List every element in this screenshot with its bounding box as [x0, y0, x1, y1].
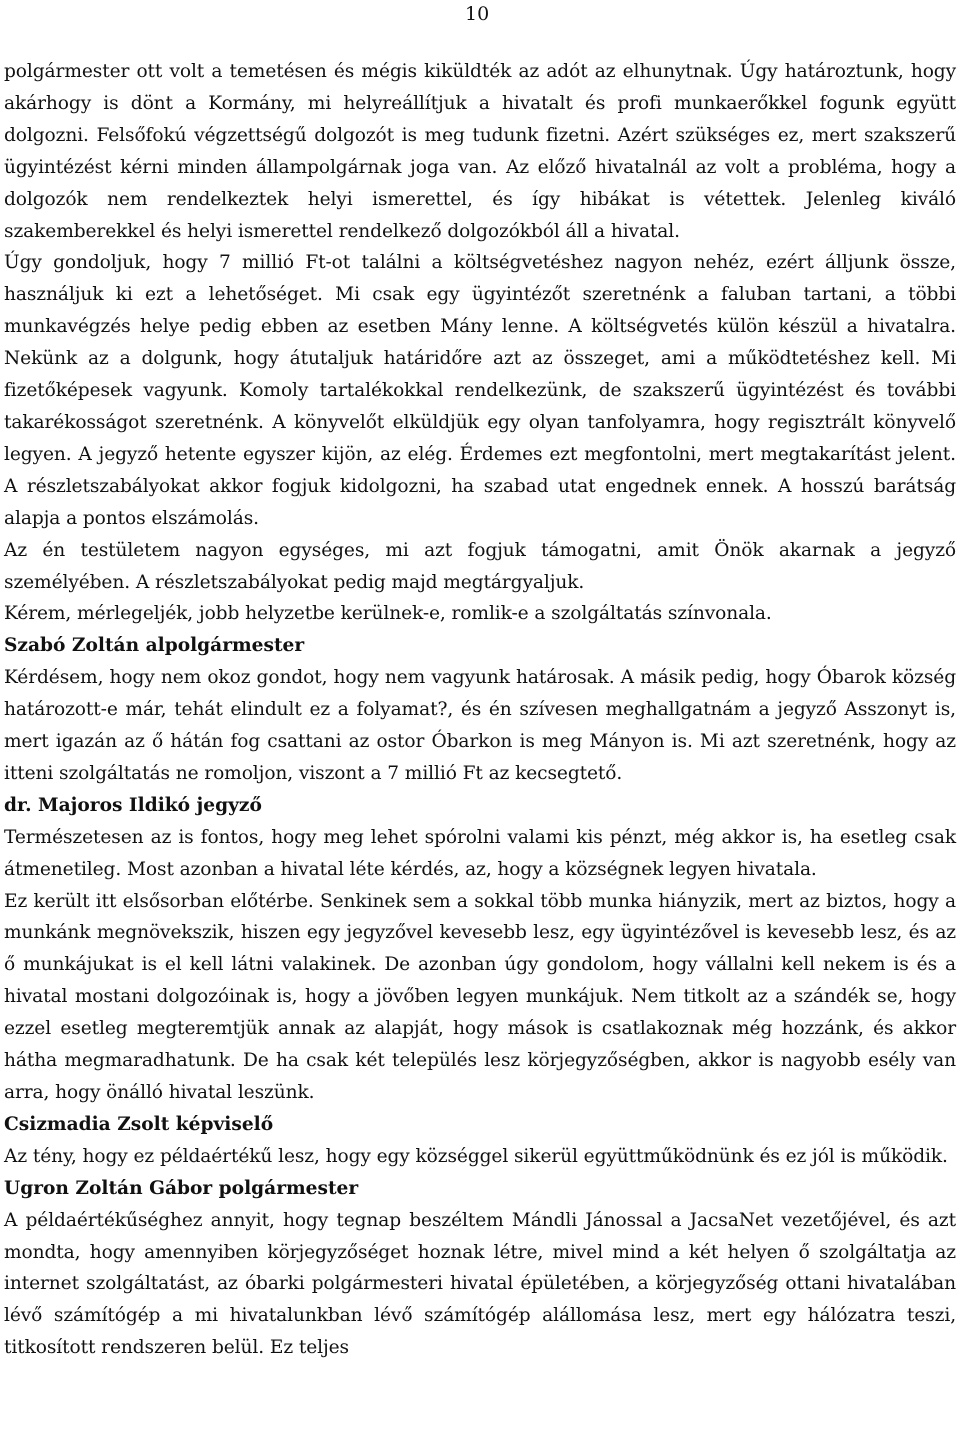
paragraph: Az én testületem nagyon egységes, mi azt fogjuk támogatni, amit Önök akarnak a jegyző személyében. A részletszabályokat pedig majd megtárgyaljuk.	[4, 539, 956, 593]
speaker-heading: Ugron Zoltán Gábor polgármester	[4, 1177, 359, 1199]
paragraph: Ez került itt elsősorban előtérbe. Senkinek sem a sokkal több munka hiányzik, mert az biztos, hogy a munkánk megnövekszik, hiszen egy jegyzővel kevesebb lesz, egy ügyintézővel is kevesebb lesz, és az ő munkájukat is el kell látni valakinek. De azonban úgy gondolom, hogy vállalni kell nekem is és a hivatal mostani dolgozóinak is, hogy a jövőben legyen munkájuk. Nem titkolt az a szándék se, hogy ezzel esetleg megteremtjük annak az alapját, hogy mások is csatlakoznak még hozzánk, és akkor hátha megmaradhatunk. De ha csak két település lesz körjegyzőségben, akkor is nagyobb esély van arra, hogy önálló hivatal leszünk.	[4, 890, 956, 1103]
speaker-heading: Szabó Zoltán alpolgármester	[4, 635, 305, 657]
speaker-heading: Csizmadia Zsolt képviselő	[4, 1113, 274, 1135]
page-number: 10	[465, 3, 490, 25]
document-body	[4, 56, 956, 1364]
paragraph: polgármester ott volt a temetésen és mégis kiküldték az adót az elhunytnak. Úgy határoztunk, hogy akárhogy is dönt a Kormány, mi helyreállítjuk a hivatalt és profi munkaerőkkel fogunk együtt dolgozni. Felsőfokú végzettségű dolgozót is meg tudunk fizetni. Azért szükséges ez, mert szakszerű ügyintézést kérni minden állampolgárnak joga van. Az előző hivatalnál az volt a probléma, hogy a dolgozók nem rendelkeztek helyi ismerettel, és így hibákat is vétettek. Jelenleg kiváló szakemberekkel és helyi ismerettel rendelkező dolgozókból áll a hivatal.	[4, 61, 956, 242]
paragraph: Természetesen az is fontos, hogy meg lehet spórolni valami kis pénzt, még akkor is, ha esetleg csak átmenetileg. Most azonban a hivatal léte kérdés, az, hogy a községnek legyen hivatala.	[4, 826, 956, 880]
paragraph: Kérem, mérlegeljék, jobb helyzetbe kerülnek-e, romlik-e a szolgáltatás színvonala.	[4, 603, 772, 625]
speaker-heading: dr. Majoros Ildikó jegyző	[4, 794, 262, 816]
paragraph: Az tény, hogy ez példaértékű lesz, hogy egy községgel sikerül együttműködnünk és ez jól is működik.	[4, 1145, 948, 1167]
paragraph: Kérdésem, hogy nem okoz gondot, hogy nem vagyunk határosak. A másik pedig, hogy Óbarok község határozott-e már, tehát elindult ez a folyamat?, és én szívesen meghallgatnám a jegyző Asszonyt is, mert igazán az ő hátán fog csattani az ostor Óbarkon is meg Mányon is. Mi azt szeretnénk, hogy az itteni szolgáltatás ne romoljon, viszont a 7 millió Ft az kecsegtető.	[4, 667, 956, 784]
paragraph: A példaértékűséghez annyit, hogy tegnap beszéltem Mándli Jánossal a JacsaNet vezetőjével, és azt mondta, hogy amennyiben körjegyzőséget hoznak létre, mivel mind a két helyen ő szolgáltatja az internet szolgáltatást, az óbarki polgármesteri hivatal épületében, a körjegyzőség ottani hivatalában lévő számítógép a mi hivatalunkban lévő számítógép alállomása lesz, mert egy hálózatra teszi, titkosított rendszeren belül. Ez teljes	[4, 1209, 956, 1359]
paragraph: Úgy gondoljuk, hogy 7 millió Ft-ot találni a költségvetéshez nagyon nehéz, ezért álljunk össze, használjuk ki ezt a lehetőséget. Mi csak egy ügyintézőt szeretnénk a faluban tartani, a többi munkavégzés helye pedig ebben az esetben Mány lenne. A költségvetés külön készül a hivatalra. Nekünk az a dolgunk, hogy átutaljuk határidőre azt az összeget, ami a működtetéshez kell. Mi fizetőképesek vagyunk. Komoly tartalékokkal rendelkezünk, de szakszerű ügyintézést és további takarékosságot szeretnénk. A könyvelőt elküldjük egy olyan tanfolyamra, hogy regisztrált könyvelő legyen. A jegyző hetente egyszer kijön, az elég. Érdemes ezt megfontolni, mert megtakarítást jelent. A részletszabályokat akkor fogjuk kidolgozni, ha szabad utat engednek ennek. A hosszú barátság alapja a pontos elszámolás.	[4, 252, 956, 529]
